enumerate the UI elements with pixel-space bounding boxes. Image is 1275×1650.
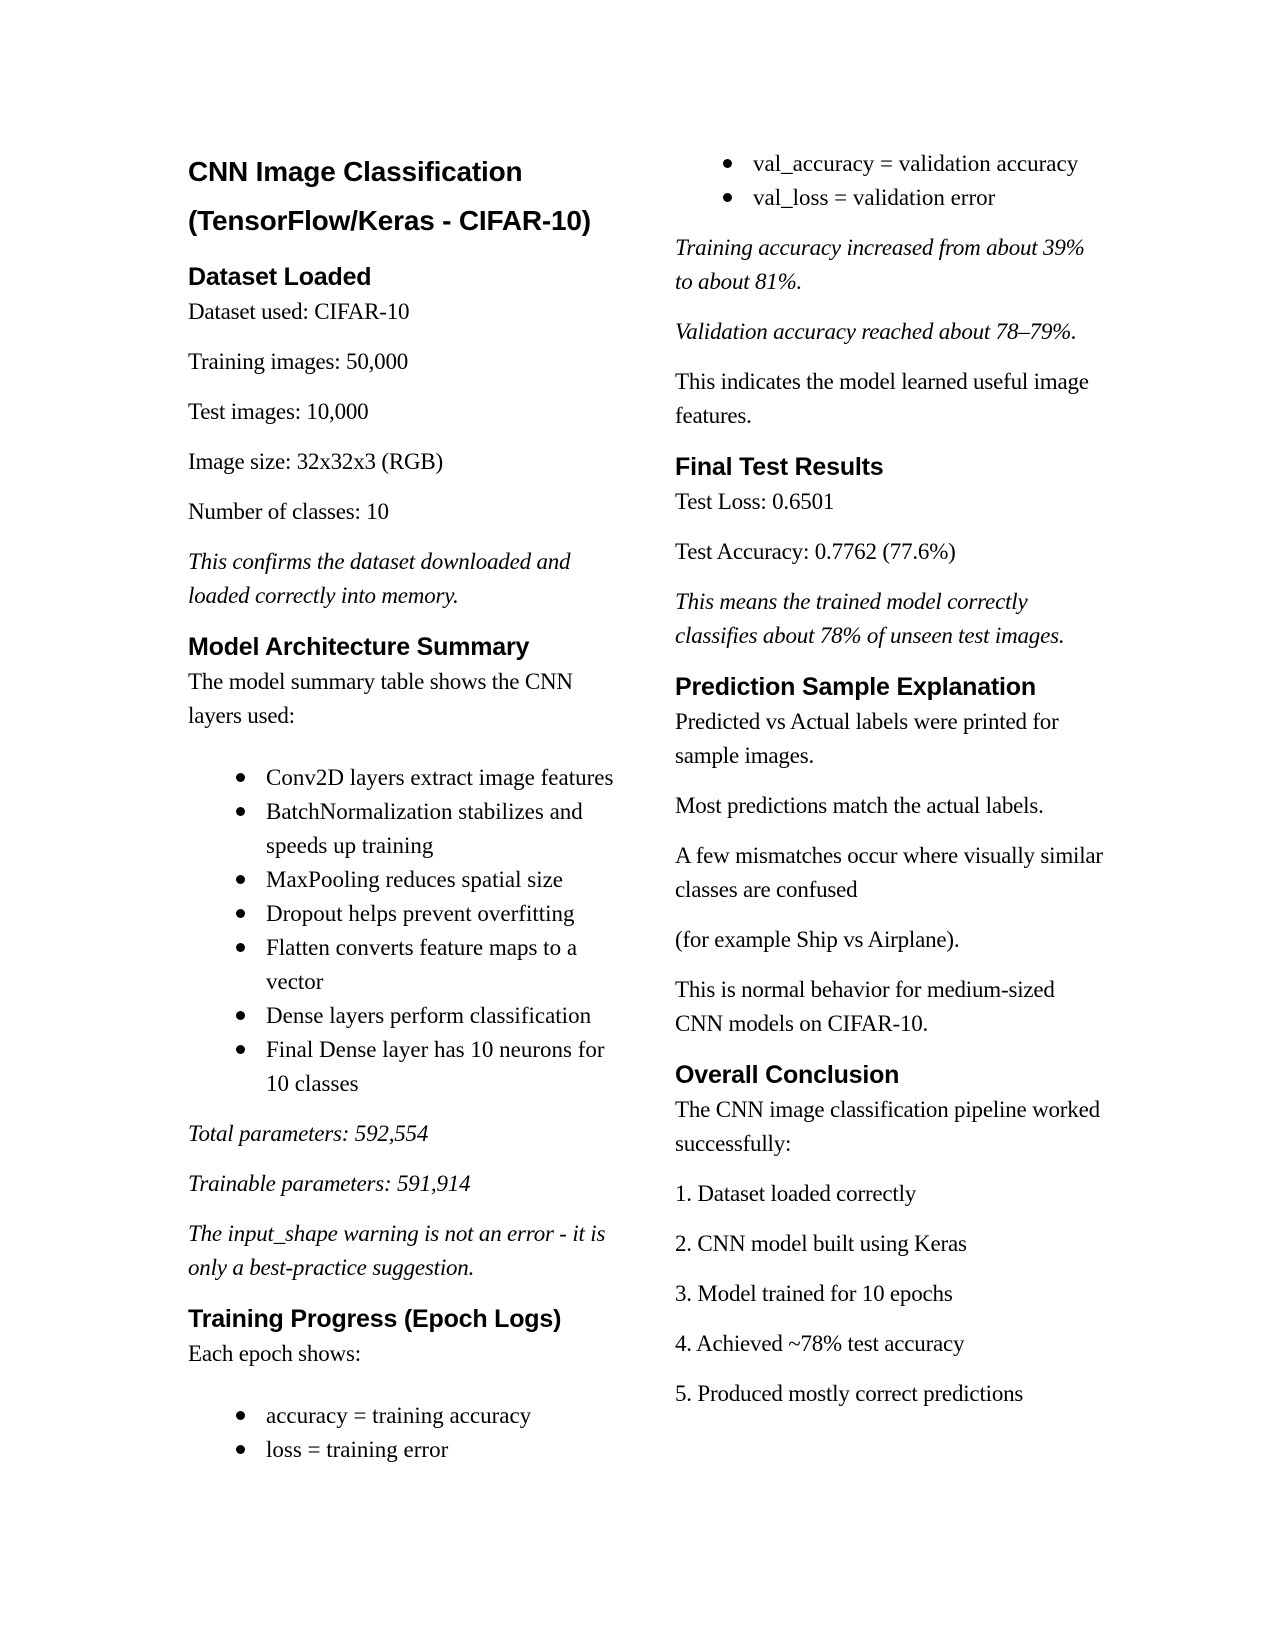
numbered-item-2: 2. CNN model built using Keras	[675, 1231, 967, 1256]
heading-model-architecture: Model Architecture Summary	[188, 633, 530, 661]
left-column	[188, 147, 618, 1483]
bullet-item	[188, 931, 618, 999]
bullet-dot-icon	[236, 807, 245, 816]
epoch-bullet-list-left	[188, 1399, 618, 1467]
note-input-shape-warning: The input_shape warning is not an error - it is only a best-practice suggestion.	[188, 1221, 606, 1280]
note-dataset-confirmation: This confirms the dataset downloaded and loaded correctly into memory.	[188, 549, 571, 608]
bullet-item	[675, 147, 1105, 181]
heading-overall-conclusion: Overall Conclusion	[675, 1061, 900, 1089]
bullet-text: Dense layers perform classification	[266, 1003, 592, 1028]
note-total-parameters: Total parameters: 592,554	[188, 1121, 429, 1146]
heading-final-test-results: Final Test Results	[675, 453, 884, 481]
bullet-item	[188, 897, 618, 931]
bullet-dot-icon	[236, 909, 245, 918]
paragraph-epoch-intro: Each epoch shows:	[188, 1341, 361, 1366]
right-column	[675, 147, 1105, 1427]
paragraph-ship-vs-airplane: (for example Ship vs Airplane).	[675, 927, 960, 952]
paragraph-mismatches: A few mismatches occur where visually similar classes are confused	[675, 843, 1103, 902]
heading-training-progress: Training Progress (Epoch Logs)	[188, 1305, 562, 1333]
note-test-result-meaning: This means the trained model correctly classifies about 78% of unseen test images.	[675, 589, 1065, 648]
bullet-item	[675, 181, 1105, 215]
paragraph-learned-features: This indicates the model learned useful image features.	[675, 369, 1089, 428]
bullet-text: Final Dense layer has 10 neurons for 10 classes	[266, 1037, 605, 1096]
bullet-text: val_accuracy = validation accuracy	[753, 151, 1079, 176]
bullet-text: BatchNormalization stabilizes and speeds up training	[266, 799, 583, 858]
note-trainable-parameters: Trainable parameters: 591,914	[188, 1171, 471, 1196]
bullet-dot-icon	[236, 943, 245, 952]
paragraph-conclusion-intro: The CNN image classification pipeline worked successfully:	[675, 1097, 1100, 1156]
bullet-dot-icon	[236, 1445, 245, 1454]
bullet-text: accuracy = training accuracy	[266, 1403, 532, 1428]
bullet-item	[188, 999, 618, 1033]
paragraph-num-classes: Number of classes: 10	[188, 499, 389, 524]
bullet-item	[188, 1433, 618, 1467]
bullet-item	[188, 795, 618, 863]
numbered-item-1: 1. Dataset loaded correctly	[675, 1181, 917, 1206]
bullet-item	[188, 863, 618, 897]
bullet-dot-icon	[236, 875, 245, 884]
bullet-item	[188, 1399, 618, 1433]
paragraph-training-images: Training images: 50,000	[188, 349, 409, 374]
paragraph-most-predictions: Most predictions match the actual labels.	[675, 793, 1044, 818]
bullet-dot-icon	[723, 159, 732, 168]
bullet-item	[188, 1033, 618, 1101]
paragraph-predicted-vs-actual: Predicted vs Actual labels were printed for sample images.	[675, 709, 1059, 768]
heading-dataset-loaded: Dataset Loaded	[188, 263, 372, 291]
bullet-dot-icon	[723, 193, 732, 202]
paragraph-dataset-used: Dataset used: CIFAR-10	[188, 299, 410, 324]
paragraph-test-images: Test images: 10,000	[188, 399, 369, 424]
paragraph-normal-behavior: This is normal behavior for medium-sized CNN models on CIFAR-10.	[675, 977, 1055, 1036]
note-training-accuracy: Training accuracy increased from about 39% to about 81%.	[675, 235, 1085, 294]
bullet-dot-icon	[236, 1045, 245, 1054]
architecture-bullet-list	[188, 761, 618, 1101]
bullet-text: loss = training error	[266, 1437, 449, 1462]
note-validation-accuracy: Validation accuracy reached about 78–79%.	[675, 319, 1077, 344]
paragraph-image-size: Image size: 32x32x3 (RGB)	[188, 449, 443, 474]
heading-prediction-sample: Prediction Sample Explanation	[675, 673, 1036, 701]
document-title: CNN Image Classification (TensorFlow/Keras - CIFAR-10)	[188, 156, 591, 236]
bullet-text: MaxPooling reduces spatial size	[266, 867, 564, 892]
numbered-item-4: 4. Achieved ~78% test accuracy	[675, 1331, 965, 1356]
paragraph-architecture-intro: The model summary table shows the CNN layers used:	[188, 669, 573, 728]
bullet-dot-icon	[236, 1411, 245, 1420]
numbered-item-3: 3. Model trained for 10 epochs	[675, 1281, 953, 1306]
numbered-item-5: 5. Produced mostly correct predictions	[675, 1381, 1024, 1406]
bullet-dot-icon	[236, 1011, 245, 1020]
bullet-item	[188, 761, 618, 795]
bullet-text: val_loss = validation error	[753, 185, 996, 210]
paragraph-test-loss: Test Loss: 0.6501	[675, 489, 835, 514]
bullet-text: Flatten converts feature maps to a vector	[266, 935, 578, 994]
paragraph-test-accuracy: Test Accuracy: 0.7762 (77.6%)	[675, 539, 956, 564]
epoch-bullet-list-right	[675, 147, 1105, 215]
bullet-text: Conv2D layers extract image features	[266, 765, 614, 790]
bullet-text: Dropout helps prevent overfitting	[266, 901, 575, 926]
bullet-dot-icon	[236, 773, 245, 782]
